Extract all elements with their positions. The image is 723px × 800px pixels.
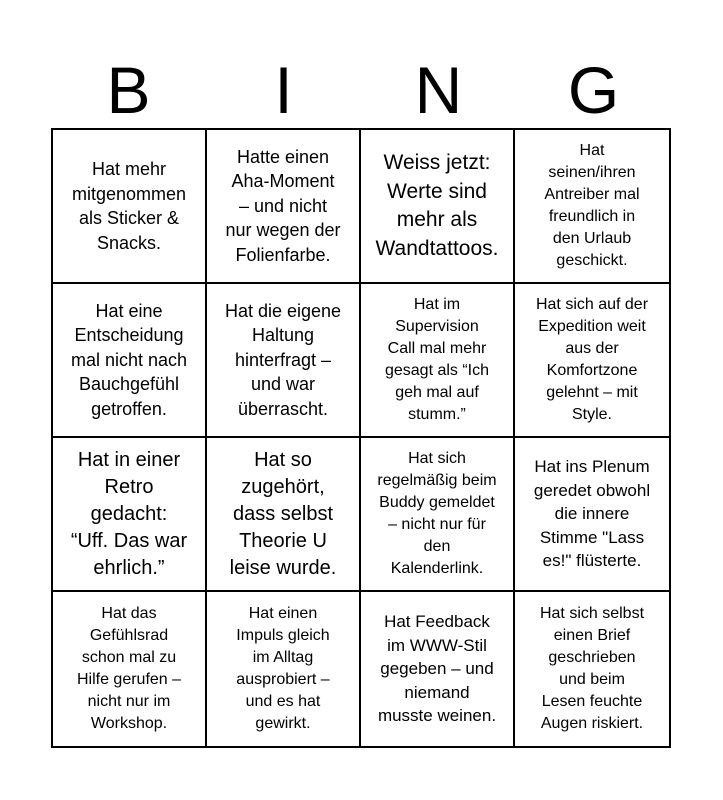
bingo-cell-r1c1[interactable] xyxy=(53,130,207,284)
bingo-cell-r2c4[interactable] xyxy=(515,284,669,438)
bingo-cell-text: Hat im Supervision Call mal mehr gesagt als “Ich geh mal auf stumm.” xyxy=(384,296,490,423)
header-letter-b: B xyxy=(106,53,151,127)
bingo-cell-text: Hat sich auf der Expedition weit aus der Komfortzone gelehnt – mit Style. xyxy=(535,296,649,423)
header-letter-g: G xyxy=(567,53,620,127)
header-letter-n: N xyxy=(414,53,463,127)
bingo-cell-text: Weiss jetzt: Werte sind mehr als Wandtattoos. xyxy=(375,151,499,260)
bingo-cell-r2c1[interactable] xyxy=(53,284,207,438)
bingo-cell-text: Hat das Gefühlsrad schon mal zu Hilfe gerufen – nicht nur im Workshop. xyxy=(76,605,182,732)
bingo-cell-text: Hat Feedback im WWW-Stil gegeben – und niemand musste weinen. xyxy=(377,612,497,726)
bingo-cell-text: Hat sich regelmäßig beim Buddy gemeldet – nicht nur für den Kalenderlink. xyxy=(377,450,497,577)
bingo-header xyxy=(51,52,671,128)
bingo-cell-text: Hat sich selbst einen Brief geschrieben und beim Lesen feuchte Augen riskiert. xyxy=(539,605,645,732)
bingo-cell-r3c3[interactable] xyxy=(361,438,515,592)
bingo-cell-r1c3[interactable] xyxy=(361,130,515,284)
bingo-cell-text: Hat in einer Retro gedacht: “Uff. Das war ehrlich.” xyxy=(70,448,188,579)
bingo-cell-r1c2[interactable] xyxy=(207,130,361,284)
bingo-cell-r2c3[interactable] xyxy=(361,284,515,438)
header-letter-i: I xyxy=(274,53,293,127)
bingo-cell-text: Hatte einen Aha-Moment – und nicht nur wegen der Folienfarbe. xyxy=(225,146,341,265)
bingo-cell-r4c3[interactable] xyxy=(361,592,515,746)
bingo-cell-r3c2[interactable] xyxy=(207,438,361,592)
bingo-cell-r2c2[interactable] xyxy=(207,284,361,438)
bingo-cell-text: Hat ins Plenum geredet obwohl die innere Stimme "Lass es!" flüsterte. xyxy=(533,457,651,571)
bingo-cell-text: Hat so zugehört, dass selbst Theorie U leise wurde. xyxy=(229,448,337,579)
bingo-cell-text: Hat seinen/ihren Antreiber mal freundlich in den Urlaub geschickt. xyxy=(544,142,640,269)
bingo-cell-r1c4[interactable] xyxy=(515,130,669,284)
bingo-cell-r4c1[interactable] xyxy=(53,592,207,746)
bingo-cell-text: Hat die eigene Haltung hinterfragt – und war überrascht. xyxy=(224,300,342,419)
bingo-cell-r3c1[interactable] xyxy=(53,438,207,592)
bingo-cell-r4c4[interactable] xyxy=(515,592,669,746)
bingo-cell-r4c2[interactable] xyxy=(207,592,361,746)
bingo-cell-text: Hat mehr mitgenommen als Sticker & Snacks. xyxy=(71,159,187,253)
bingo-grid xyxy=(51,128,671,748)
bingo-cell-r3c4[interactable] xyxy=(515,438,669,592)
bingo-cell-text: Hat eine Entscheidung mal nicht nach Bauchgefühl getroffen. xyxy=(70,300,188,419)
bingo-cell-text: Hat einen Impuls gleich im Alltag ausprobiert – und es hat gewirkt. xyxy=(236,605,330,732)
